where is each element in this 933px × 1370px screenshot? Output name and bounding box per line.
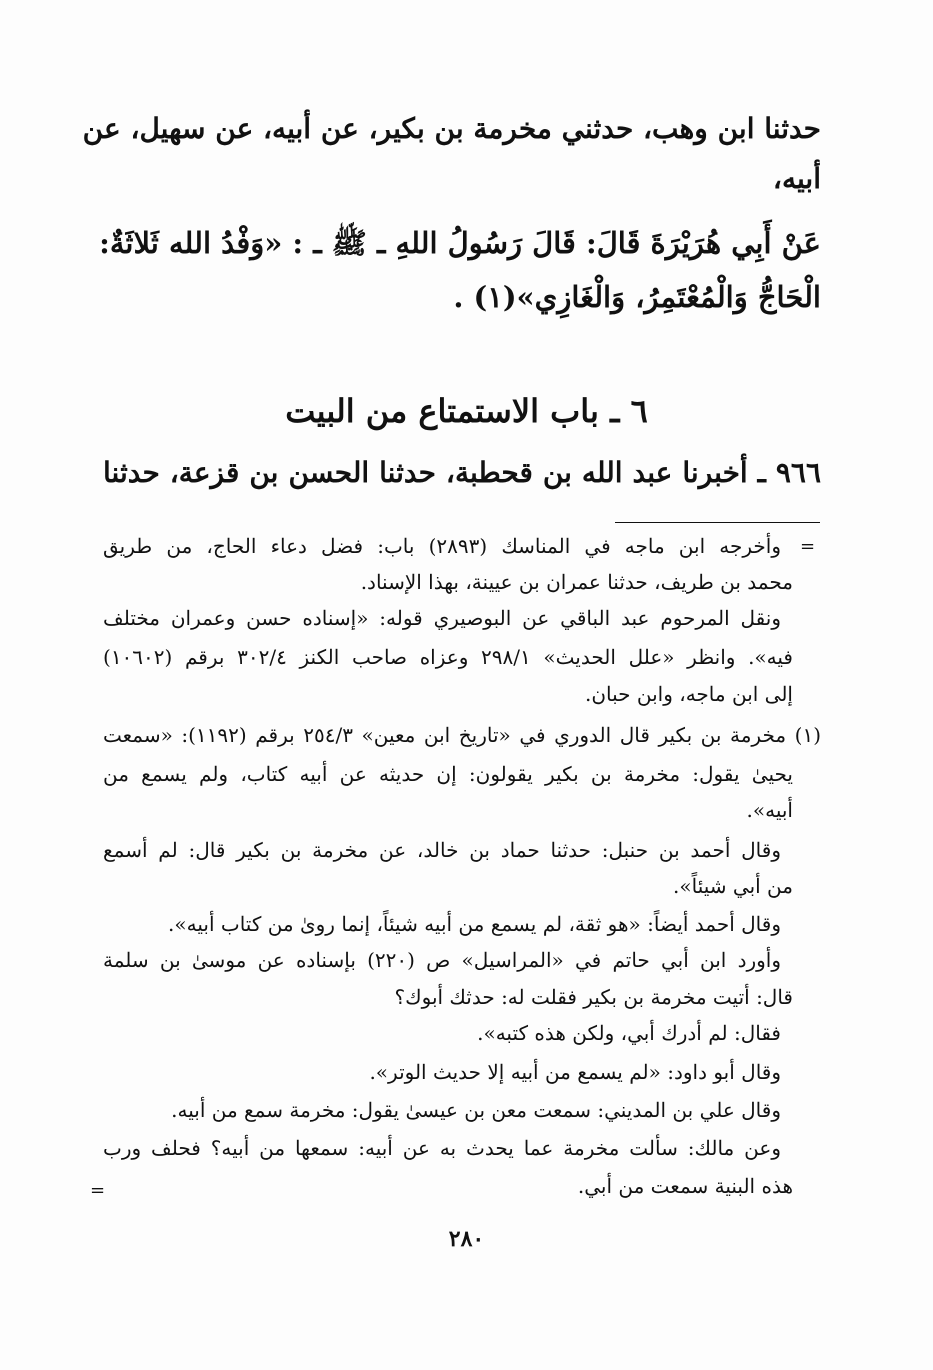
footnote-line: وعن مالك: سألت مخرمة عما يحدث به عن أبيه: سمعها من أبيه؟ فحلف ورب xyxy=(103,1136,781,1160)
continuation-marker: = xyxy=(800,536,816,557)
chapter-title: ٦ ـ باب الاستمتاع من البيت xyxy=(285,392,648,430)
footnote-line: من أبي شيئاً». xyxy=(673,874,793,898)
footnote-line: أبيه». xyxy=(746,798,793,822)
hadith-number-line: ٩٦٦ ـ أخبرنا عبد الله بن قحطبة، حدثنا الحسن بن قزعة، حدثنا xyxy=(103,456,821,489)
footnote-line: قال: أتيت مخرمة بن بكير فقلت له: حدثك أبوك؟ xyxy=(394,985,793,1009)
footnote-line: وقال أحمد أيضاً: «هو ثقة، لم يسمع من أبيه شيئاً، إنما روىٰ من كتاب أبيه». xyxy=(168,912,781,936)
footnote-line: وأخرجه ابن ماجه في المناسك (٢٨٩٣) باب: فضل دعاء الحاج، من طريق xyxy=(103,534,781,558)
hadith-text-line: عَنْ أَبِي هُرَيْرَةَ قَالَ: قَالَ رَسُولُ اللهِ ـ ﷺ ـ : «وَفْدُ الله ثَلاثَةٌ: xyxy=(99,226,821,260)
main-text-line: حدثنا ابن وهب، حدثني مخرمة بن بكير، عن أبيه، عن سهيل، عن xyxy=(82,112,821,145)
hadith-text-line: الْحَاجُّ وَالْمُعْتَمِرُ، وَالْغَازِي»(١) . xyxy=(453,280,821,314)
footnote-line: وقال أحمد بن حنبل: حدثنا حماد بن خالد، عن مخرمة بن بكير قال: لم أسمع xyxy=(103,838,781,862)
footnote-line: إلى ابن ماجه، وابن حبان. xyxy=(585,682,793,706)
footnote-line: محمد بن طريف، حدثنا عمران بن عيينة، بهذا الإسناد. xyxy=(360,570,793,594)
footnote-line: ونقل المرحوم عبد الباقي عن البوصيري قوله: «إسناده حسن وعمران مختلف xyxy=(103,606,781,630)
footnote-line: (١) مخرمة بن بكير قال الدوري في «تاريخ ابن معين» ٢٥٤/٣ برقم (١١٩٢): «سمعت xyxy=(103,723,821,747)
footnote-line: وقال أبو داود: «لم يسمع من أبيه إلا حديث الوتر». xyxy=(369,1060,781,1084)
page-number: ٢٨٠ xyxy=(448,1226,485,1252)
footnote-line: فيه». وانظر «علل الحديث» ٢٩٨/١ وعزاه صاحب الكنز ٣٠٢/٤ برقم (١٠٦٠٢) xyxy=(103,645,793,669)
footnote-separator xyxy=(615,522,820,523)
footnote-line: يحيىٰ يقول: مخرمة بن بكير يقولون: إن حديثه عن أبيه كتاب، ولم يسمع من xyxy=(103,762,793,786)
footnote-line: وقال علي بن المديني: سمعت معن بن عيسىٰ يقول: مخرمة سمع من أبيه. xyxy=(171,1098,781,1122)
footnote-line: وأورد ابن أبي حاتم في «المراسيل» ص (٢٢٠) بإسناده عن موسىٰ بن سلمة xyxy=(103,948,781,972)
main-text-line: أبيه، xyxy=(772,162,821,195)
continuation-marker: = xyxy=(90,1180,106,1201)
footnote-line: هذه البنية سمعت من أبي. xyxy=(577,1174,793,1198)
footnote-line: فقال: لم أدرك أبي، ولكن هذه كتبه». xyxy=(477,1021,781,1045)
